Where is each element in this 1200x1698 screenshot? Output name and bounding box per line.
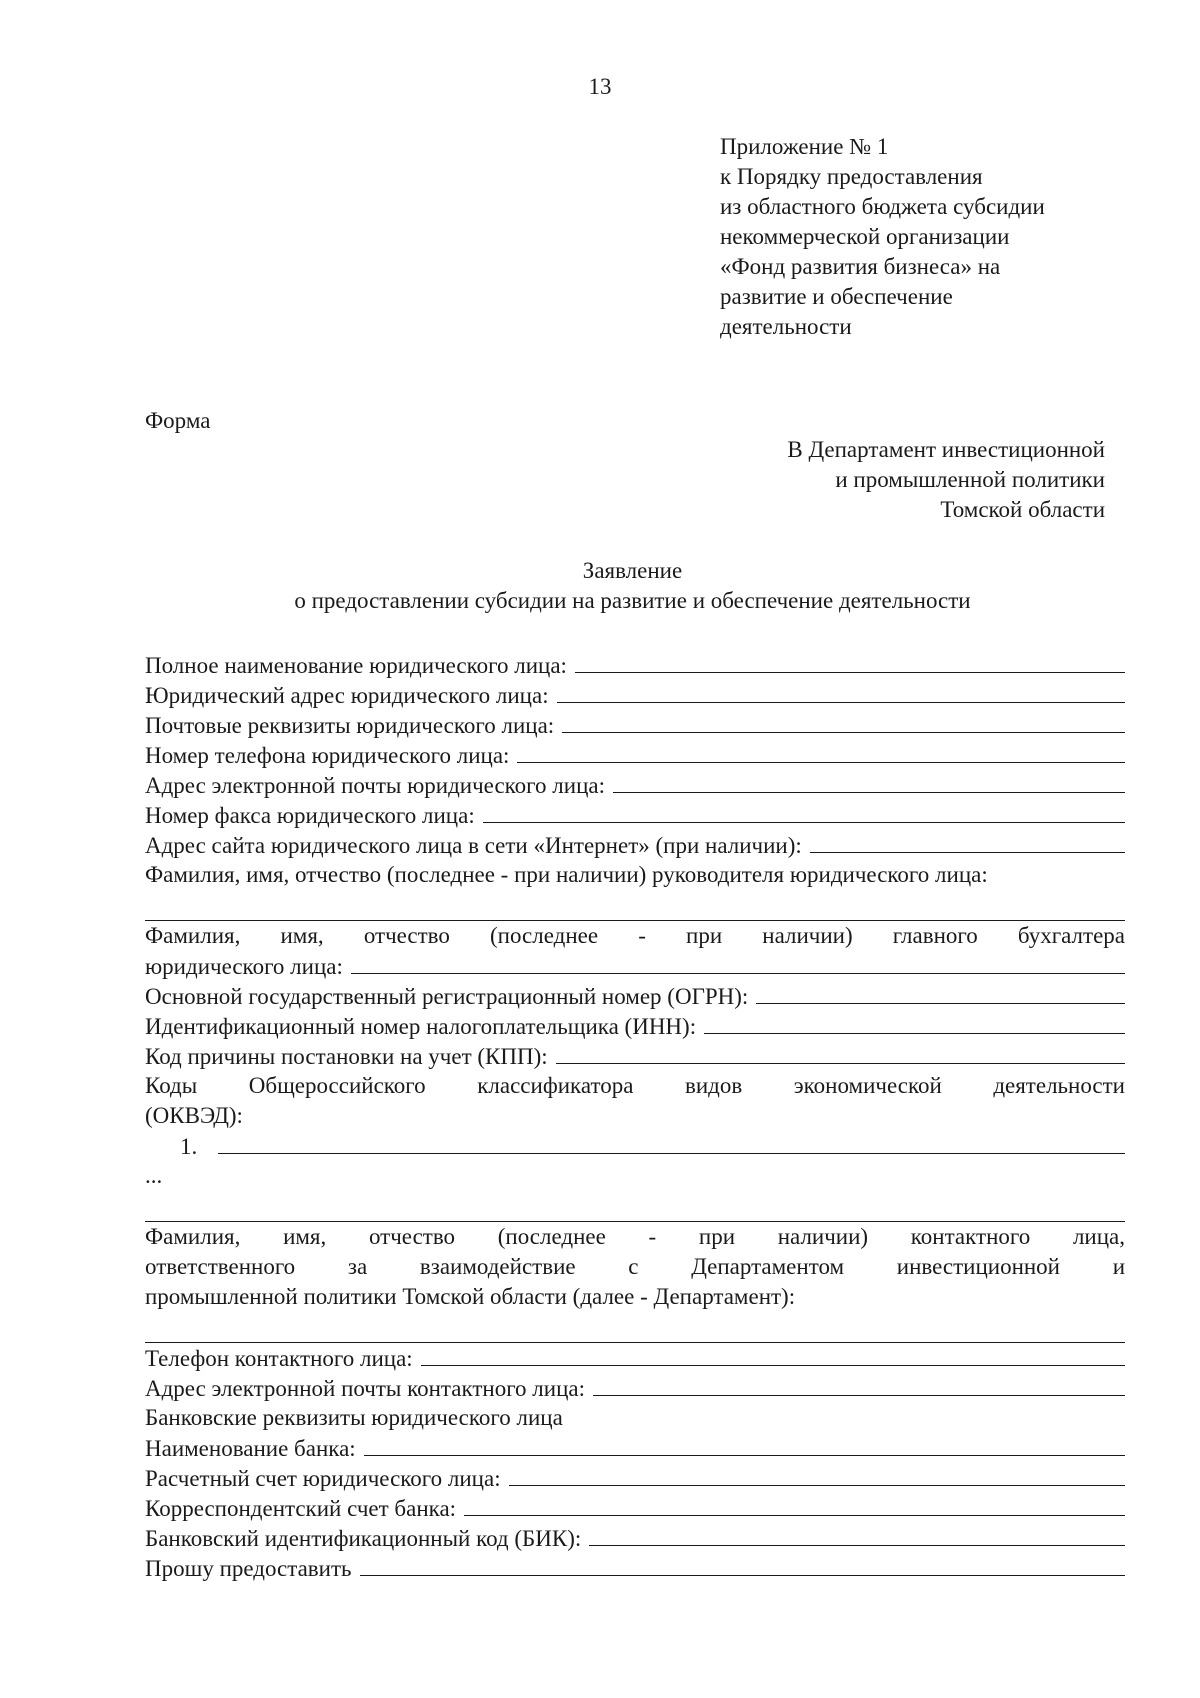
field-email: [145, 770, 1125, 800]
field-accountant-label: Фамилия, имя, отчество (последнее - при наличии) главного бухгалтера: [145, 923, 1125, 948]
corr-account-blank[interactable]: [464, 1493, 1125, 1516]
contact-blank[interactable]: [145, 1312, 1125, 1343]
okved-item: [145, 1131, 1125, 1161]
bank-name-blank[interactable]: [364, 1433, 1125, 1456]
director-blank[interactable]: [145, 890, 1125, 921]
addressee: [605, 435, 1105, 525]
document-title: [0, 556, 1200, 616]
kpp-blank[interactable]: [556, 1041, 1125, 1064]
field-inn: [145, 1011, 1125, 1041]
field-label: Прошу предоставить: [145, 1556, 352, 1581]
field-bank-name: [145, 1433, 1125, 1463]
bank-details-heading: Банковские реквизиты юридического лица: [145, 1405, 563, 1430]
field-website: [145, 830, 1125, 860]
field-label: Номер факса юридического лица:: [145, 803, 475, 828]
addressee-line: и промышленной политики: [835, 467, 1105, 492]
field-bik: [145, 1523, 1125, 1553]
field-label: Адрес электронной почты контактного лица:: [145, 1376, 585, 1401]
okved-item-number: 1.: [180, 1134, 198, 1159]
field-okved-label: Коды Общероссийского классификатора видов экономической деятельности: [145, 1073, 1125, 1098]
field-label: Банковский идентификационный код (БИК):: [145, 1526, 582, 1551]
field-label: Идентификационный номер налогоплательщика (ИНН):: [145, 1014, 697, 1039]
fax-blank[interactable]: [483, 800, 1125, 823]
field-ogrn: [145, 981, 1125, 1011]
field-full-name: [145, 650, 1125, 680]
field-legal-address: [145, 680, 1125, 710]
field-label: Полное наименование юридического лица:: [145, 653, 567, 678]
email-blank[interactable]: [613, 770, 1125, 793]
title-line-1: Заявление: [582, 558, 683, 583]
field-label: Корреспондентский счет банка:: [145, 1496, 457, 1521]
appendix-line: к Порядку предоставления: [720, 164, 983, 189]
bik-blank[interactable]: [589, 1523, 1125, 1546]
title-line-2: о предоставлении субсидии на развитие и обеспечение деятельности: [294, 588, 971, 613]
okved-ellipsis: ...: [145, 1163, 163, 1188]
field-kpp: [145, 1041, 1125, 1071]
field-label: Адрес сайта юридического лица в сети «Интернет» (при наличии):: [145, 833, 802, 858]
field-phone: [145, 740, 1125, 770]
appendix-line: Приложение № 1: [720, 134, 889, 159]
field-request: [145, 1553, 1125, 1583]
contact-phone-blank[interactable]: [421, 1343, 1125, 1366]
field-label: Телефон контактного лица:: [145, 1346, 413, 1371]
ogrn-blank[interactable]: [756, 981, 1125, 1004]
field-director-label: Фамилия, имя, отчество (последнее - при наличии) руководителя юридического лица:: [145, 862, 988, 887]
phone-blank[interactable]: [517, 740, 1125, 763]
field-contact-email: [145, 1373, 1125, 1403]
form-label: Форма: [145, 408, 211, 433]
request-blank[interactable]: [360, 1553, 1125, 1576]
field-okved-label-2: (ОКВЭД):: [145, 1103, 243, 1128]
field-contact-label-2: ответственного за взаимодействие с Департаментом инвестиционной и: [145, 1254, 1125, 1279]
account-blank[interactable]: [509, 1463, 1125, 1486]
field-postal: [145, 710, 1125, 740]
application-form: [145, 650, 1125, 1583]
field-label: Код причины постановки на учет (КПП):: [145, 1044, 548, 1069]
field-contact-label-3: промышленной политики Томской области (далее - Департамент):: [145, 1284, 796, 1309]
field-accountant: [145, 951, 1125, 981]
inn-blank[interactable]: [704, 1011, 1125, 1034]
appendix-line: из областного бюджета субсидии: [720, 194, 1045, 219]
okved-item-blank[interactable]: [218, 1131, 1125, 1154]
website-blank[interactable]: [810, 830, 1125, 853]
field-contact-label: Фамилия, имя, отчество (последнее - при наличии) контактного лица,: [145, 1224, 1125, 1249]
field-contact-phone: [145, 1343, 1125, 1373]
full-name-blank[interactable]: [575, 650, 1125, 673]
addressee-line: Томской области: [940, 497, 1105, 522]
field-label: Юридический адрес юридического лица:: [145, 683, 549, 708]
appendix-line: развитие и обеспечение: [720, 284, 953, 309]
appendix-line: деятельности: [720, 314, 852, 339]
page-number: 13: [588, 74, 612, 99]
addressee-line: В Департамент инвестиционной: [787, 437, 1105, 462]
appendix-line: «Фонд развития бизнеса» на: [720, 254, 1001, 279]
field-account: [145, 1463, 1125, 1493]
appendix-line: некоммерческой организации: [720, 224, 1010, 249]
okved-extra-blank[interactable]: [145, 1191, 1125, 1222]
field-label: Номер телефона юридического лица:: [145, 743, 510, 768]
postal-blank[interactable]: [562, 710, 1125, 733]
field-label: Наименование банка:: [145, 1436, 356, 1461]
field-label: Расчетный счет юридического лица:: [145, 1466, 501, 1491]
accountant-blank[interactable]: [351, 951, 1125, 974]
legal-address-blank[interactable]: [557, 680, 1125, 703]
field-fax: [145, 800, 1125, 830]
field-label: Адрес электронной почты юридического лица:: [145, 773, 605, 798]
contact-email-blank[interactable]: [593, 1373, 1125, 1396]
field-label: Основной государственный регистрационный номер (ОГРН):: [145, 984, 749, 1009]
field-corr-account: [145, 1493, 1125, 1523]
field-label: юридического лица:: [145, 954, 343, 979]
appendix-reference: [720, 132, 1160, 342]
field-label: Почтовые реквизиты юридического лица:: [145, 713, 555, 738]
